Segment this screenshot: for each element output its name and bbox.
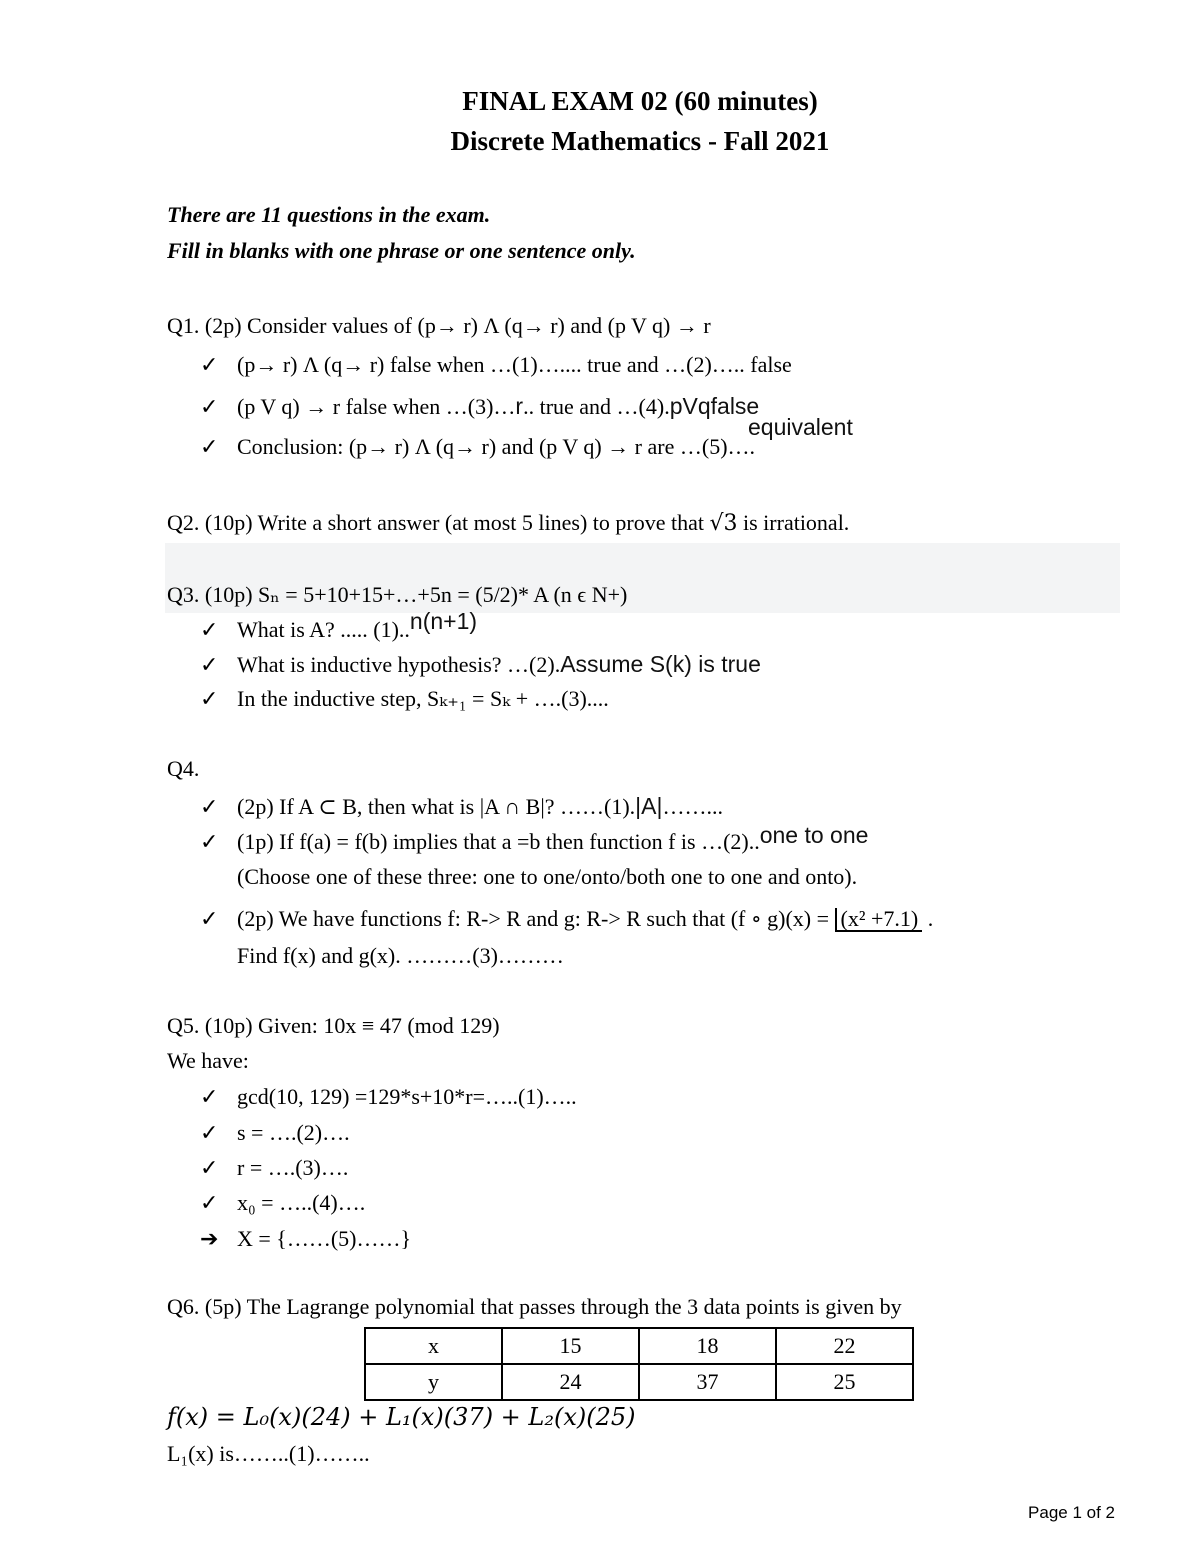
- table-cell: 22: [776, 1328, 913, 1364]
- q1-item-3-text: Conclusion: (p→ r) Λ (q→ r) and (p V q) → r are …(5)….: [237, 434, 756, 459]
- q5-item-2-text: s = ….(2)….: [237, 1120, 350, 1145]
- check-icon: ✓: [200, 1190, 219, 1215]
- q6-stem: Q6. (5p) The Lagrange polynomial that passes through the 3 data points is given by: [167, 1294, 902, 1319]
- q3-item-3-text: In the inductive step, Sₖ₊₁ = Sₖ + ….(3)....: [237, 686, 609, 711]
- q5-item-5: [200, 1226, 411, 1252]
- q5-item-4: [200, 1190, 365, 1216]
- handwritten-answer-r: r: [515, 393, 524, 419]
- q3-item-2: [200, 651, 761, 678]
- table-cell: 37: [639, 1364, 776, 1400]
- q4-item-3-line-2: Find f(x) and g(x). ………(3)………: [237, 943, 564, 968]
- q4-item-3-text: (2p) We have functions f: R-> R and g: R-> R such that (f ∘ g)(x) =: [237, 906, 835, 931]
- q2-stem: [167, 510, 849, 536]
- check-icon: ✓: [200, 1120, 219, 1145]
- table-row: [365, 1328, 913, 1364]
- q4-item-1-text: (2p) If A ⊂ B, then what is |A ∩ B|? ……(1).: [237, 794, 636, 819]
- table-cell: 24: [502, 1364, 639, 1400]
- q5-item-2: [200, 1120, 350, 1146]
- q1-item-1: [200, 352, 792, 378]
- handwritten-answer-equivalent: equivalent: [748, 414, 853, 440]
- handwritten-answer-pvq: pVq: [669, 393, 711, 419]
- handwritten-answer-false: false: [710, 393, 760, 419]
- table-cell: y: [365, 1364, 502, 1400]
- page-number: Page 1 of 2: [1028, 1503, 1115, 1522]
- q4-item-1-end: ……...: [662, 794, 723, 819]
- q5-item-5-text: X = {……(5)……}: [237, 1226, 412, 1251]
- check-icon: ✓: [200, 1084, 219, 1109]
- data-points-table: [364, 1327, 914, 1401]
- table-cell: 15: [502, 1328, 639, 1364]
- q4-label: Q4.: [167, 756, 200, 781]
- q5-item-3-text: r = ….(3)….: [237, 1155, 349, 1180]
- intro-line-1: There are 11 questions in the exam.: [167, 202, 491, 227]
- q1-item-2-mid: .. true and …(4).: [523, 394, 670, 419]
- check-icon: ✓: [200, 352, 219, 377]
- q5-we-have: We have:: [167, 1048, 249, 1073]
- table-cell: 18: [639, 1328, 776, 1364]
- arrow-icon: ➔: [200, 1226, 219, 1251]
- handwritten-answer-hypothesis: Assume S(k) is true: [560, 651, 761, 677]
- check-icon: ✓: [200, 794, 219, 819]
- check-icon: ✓: [200, 686, 219, 711]
- handwritten-answer-n-n-plus-1: n(n+1): [409, 608, 478, 634]
- q5-item-4-text: x₀ = …..(4)….: [237, 1190, 366, 1215]
- q3-item-2-text: What is inductive hypothesis? …(2).: [237, 652, 561, 677]
- q1-stem: Q1. (2p) Consider values of (p→ r) Λ (q→ r) and (p V q) → r: [167, 313, 711, 338]
- q6-answer-line: L₁(x) is……..(1)……..: [167, 1441, 370, 1466]
- exam-title: FINAL EXAM 02 (60 minutes): [462, 86, 818, 116]
- q4-item-1: [200, 793, 723, 820]
- table-cell: x: [365, 1328, 502, 1364]
- q4-item-3-end: .: [922, 906, 934, 931]
- floor-expression: (x² +7.1): [835, 908, 923, 932]
- q2-stem-b: is irrational.: [737, 510, 850, 535]
- lagrange-formula: f(x) = L₀(x)(24) + L₁(x)(37) + L₂(x)(25): [167, 1403, 636, 1431]
- sqrt-three: √3: [709, 511, 738, 536]
- table-cell: 25: [776, 1364, 913, 1400]
- exam-subtitle: Discrete Mathematics - Fall 2021: [450, 126, 830, 156]
- q3-stem: Q3. (10p) Sₙ = 5+10+15+…+5n = (5/2)* A (n ϵ N+): [167, 582, 628, 607]
- q2-stem-a: Q2. (10p) Write a short answer (at most 5 lines) to prove that: [167, 510, 710, 535]
- q1-item-1-text: (p→ r) Λ (q→ r) false when …(1)….... true and …(2)….. false: [237, 352, 792, 377]
- check-icon: ✓: [200, 1155, 219, 1180]
- intro-line-2: Fill in blanks with one phrase or one sentence only.: [167, 238, 636, 263]
- q3-item-3: [200, 686, 609, 712]
- q1-item-2: [200, 393, 759, 420]
- check-icon: ✓: [200, 434, 219, 459]
- q5-stem: Q5. (10p) Given: 10x ≡ 47 (mod 129): [167, 1013, 500, 1038]
- q4-item-3: [200, 906, 933, 932]
- check-icon: ✓: [200, 617, 219, 642]
- q5-item-1: [200, 1084, 577, 1110]
- q3-item-1-text: What is A? ..... (1)..: [237, 617, 410, 642]
- q5-item-1-text: gcd(10, 129) =129*s+10*r=…..(1)…..: [237, 1084, 577, 1109]
- handwritten-answer-abs-a: |A|: [635, 793, 663, 819]
- table-row: [365, 1364, 913, 1400]
- q4-item-2-note: (Choose one of these three: one to one/onto/both one to one and onto).: [237, 864, 858, 889]
- check-icon: ✓: [200, 906, 219, 931]
- check-icon: ✓: [200, 829, 219, 854]
- q4-item-2-text: (1p) If f(a) = f(b) implies that a =b then function f is …(2)..: [237, 829, 760, 854]
- q3-item-1: [200, 608, 478, 643]
- q5-item-3: [200, 1155, 348, 1181]
- check-icon: ✓: [200, 652, 219, 677]
- check-icon: ✓: [200, 394, 219, 419]
- q4-item-2: [200, 822, 869, 855]
- q1-item-2-text: (p V q) → r false when …(3)…: [237, 394, 516, 419]
- handwritten-answer-one-to-one: one to one: [759, 822, 869, 848]
- q1-item-3: [200, 434, 755, 460]
